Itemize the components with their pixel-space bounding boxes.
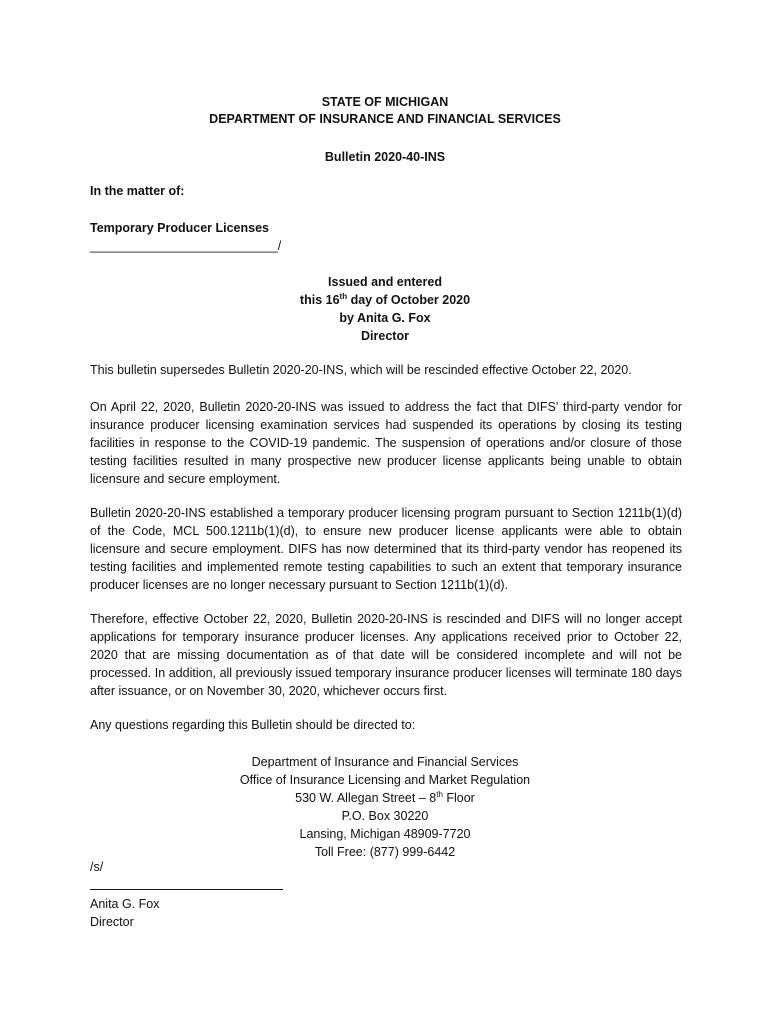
address-street-prefix: 530 W. Allegan Street – 8 [295, 791, 437, 805]
issued-line-4: Director [361, 329, 409, 343]
address-phone: Toll Free: (877) 999-6442 [314, 845, 456, 859]
signature-line [90, 889, 283, 890]
contact-address [0, 753, 770, 861]
department-title: DEPARTMENT OF INSURANCE AND FINANCIAL SERVICES [209, 112, 561, 126]
issued-line-3: by Anita G. Fox [339, 311, 431, 325]
matter-topic: Temporary Producer Licenses [90, 221, 270, 235]
address-street-ordinal: th [436, 789, 443, 799]
issued-line-1: Issued and entered [328, 275, 442, 289]
signature-mark: /s/ [90, 860, 104, 874]
document-header [0, 94, 770, 128]
issued-line-2 [0, 291, 770, 309]
address-po-box: P.O. Box 30220 [341, 809, 429, 823]
signature-name: Anita G. Fox [90, 897, 160, 911]
address-city: Lansing, Michigan 48909-7720 [299, 827, 471, 841]
state-title: STATE OF MICHIGAN [321, 95, 449, 109]
issued-date-prefix: this 16 [299, 293, 340, 307]
paragraph-program: Bulletin 2020-20-INS established a temporary producer licensing program pursuant to Section 1211b(1)(d) of the Code, MCL 500.1211b(1)(d), to ensure new producer license applicants were able to obtain licensure and secure employment. DIFS has now determined that its third-party vendor has reopened its testing facilities and implemented remote testing capabilities to such an extent that temporary insurance producer licenses are no longer necessary pursuant to Section 1211b(1)(d). [90, 506, 682, 592]
paragraph-supersedes: This bulletin supersedes Bulletin 2020-20-INS, which will be rescinded effective October 22, 2020. [90, 363, 632, 377]
matter-underline: ___________________________/ [90, 239, 282, 253]
address-street-suffix: Floor [442, 791, 475, 805]
paragraph-background: On April 22, 2020, Bulletin 2020-20-INS was issued to address the fact that DIFS’ third-party vendor for insurance producer licensing examination services had suspended its operations by closing its testing facilities in response to the COVID-19 pandemic. The suspension of operations and/or closure of those testing facilities resulted in many prospective new producer license applicants being unable to obtain licensure and secure employment. [90, 400, 682, 486]
issued-date-ordinal: th [339, 291, 348, 301]
bulletin-number: Bulletin 2020-40-INS [324, 150, 446, 164]
issued-date-suffix: day of October 2020 [347, 293, 471, 307]
paragraph-rescission: Therefore, effective October 22, 2020, Bulletin 2020-20-INS is rescinded and DIFS will no longer accept applications for temporary insurance producer licenses. Any applications received prior to October 22, 2020 that are missing documentation as of that date will be considered incomplete and will not be processed. In addition, all previously issued temporary insurance producer licenses will terminate 180 days after issuance, or on November 30, 2020, whichever occurs first. [90, 612, 682, 698]
address-street [0, 789, 770, 807]
address-org: Department of Insurance and Financial Services [251, 755, 519, 769]
paragraph-questions: Any questions regarding this Bulletin should be directed to: [90, 718, 416, 732]
address-office: Office of Insurance Licensing and Market Regulation [239, 773, 531, 787]
matter-label: In the matter of: [90, 184, 185, 198]
issued-block [0, 273, 770, 345]
signature-title: Director [90, 915, 134, 929]
